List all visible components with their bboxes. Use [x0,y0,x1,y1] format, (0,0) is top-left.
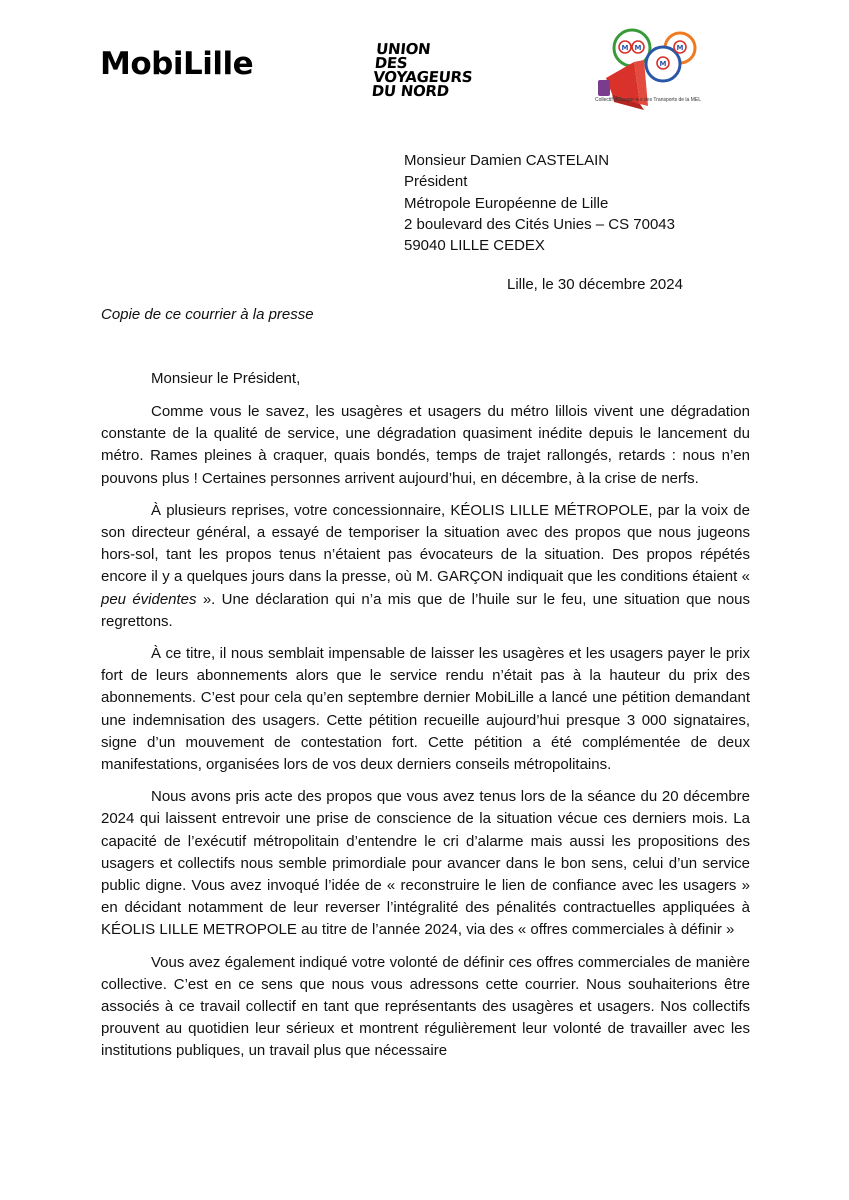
svg-text:M: M [659,60,667,68]
paragraph: Vous avez également indiqué votre volonté de définir ces offres commerciales de manière collective. C’est en ce sens que nous vous adressons cette courrier. Nous souhaiterions être associés à ce travail collectif en tant que représentants des usagères et usagers. Nos collectifs prouvent au quotidien leur sérieux et montrent régulièrement leur volonté de travailler avec les institutions publiques, un travail plus que nécessaire [101,953,750,1060]
union-des-voyageurs-logo [371,42,507,98]
union-logo-line: DU NORD [370,82,450,100]
recipient-city: 59040 LILLE CEDEX [404,237,545,255]
letter-date: Lille, le 30 décembre 2024 [507,276,683,293]
salutation: Monsieur le Président, [151,370,301,387]
paragraph [101,500,750,633]
recipient-name: Monsieur Damien CASTELAIN [404,152,610,169]
quoted-expression: peu évidentes [101,590,197,608]
collectif-usagers-logo [588,26,708,122]
svg-text:M: M [621,44,629,52]
m-badges-orange [674,41,686,53]
recipient-organization: Métropole Européenne de Lille [404,194,609,212]
paragraph: Comme vous le savez, les usagères et usagers du métro lillois vivent une dégradation constante de la qualité de service, une dégradation quasiment inédite depuis le lancement du métro. Rames pleines à craquer, quais bondés, temps de trajet rallongés, retards : nous n’en pouvons plus ! Certaines personnes arrivent aujourd’hui, en décembre, à la crise de nerfs. [101,403,750,487]
m-badges-blue [657,57,669,69]
paragraph-text: À plusieurs reprises, votre concessionnaire, KÉOLIS LILLE MÉTROPOLE, par la voix de son directeur général, a essayé de temporiser la situation avec des propos que nous jugeons hors-sol, tant les propos tenus n’étaient pas évocateurs de la situation. Des propos répétés encore il y a quelques jours dans la presse, où M. GARÇON indiquait que les conditions étaient « [101,501,750,586]
paragraph: À ce titre, il nous semblait impensable de laisser les usagères et les usagers payer le prix fort de leurs abonnements alors que le service rendu n’était pas à la hauteur du prix des abonnements. C’est pour cela qu’en septembre dernier MobiLille a lancé une pétition demandant une indemnisation des usagers. Cette pétition recueille aujourd’hui presque 3 000 signataires, signe d’un mouvement de contestation fort. Cette pétition a été complémentée de deux manifestations, organisées lors de vos deux derniers conseils métropolitains. [101,645,750,774]
paragraph: Nous avons pris acte des propos que vous avez tenus lors de la séance du 20 décembre 2024 qui laissent entrevoir une prise de conscience de la situation vécue ces derniers mois. La capacité de l’exécutif métropolitain d’entendre le cri d’alarme mais aussi les propositions des usagers et collectifs nous semble primordiale pour avancer dans le bon sens, celui d’un service public digne. Vous avez invoqué l’idée de « reconstruire le lien de confiance avec les usagers » en décidant notamment de leur reverser l’intégralité des pénalités contractuelles appliquées à KÉOLIS LILLE METROPOLE au titre de l’année 2024, via des « offres commerciales à définir » [101,788,750,939]
paragraph-text: ». Une déclaration qui n’a mis que de l’huile sur le feu, une situation que nous regrettons. [101,590,751,630]
recipient-street: 2 boulevard des Cités Unies – CS 70043 [404,215,675,233]
mobilille-logo: MobiLille [100,46,254,82]
recipient-address-block [404,150,675,256]
union-logo-line: UNION [375,40,432,58]
union-logo-line: DES VOYAGEURS [372,54,474,86]
svg-text:M: M [676,44,684,52]
letter-body [101,401,750,1073]
press-copy-note: Copie de ce courrier à la presse [101,306,314,323]
svg-text:M: M [634,44,642,52]
recipient-title: Président [404,173,468,191]
collectif-logo-caption: Collectif d'Usager·e·s des Transports de la MEL [595,97,701,103]
